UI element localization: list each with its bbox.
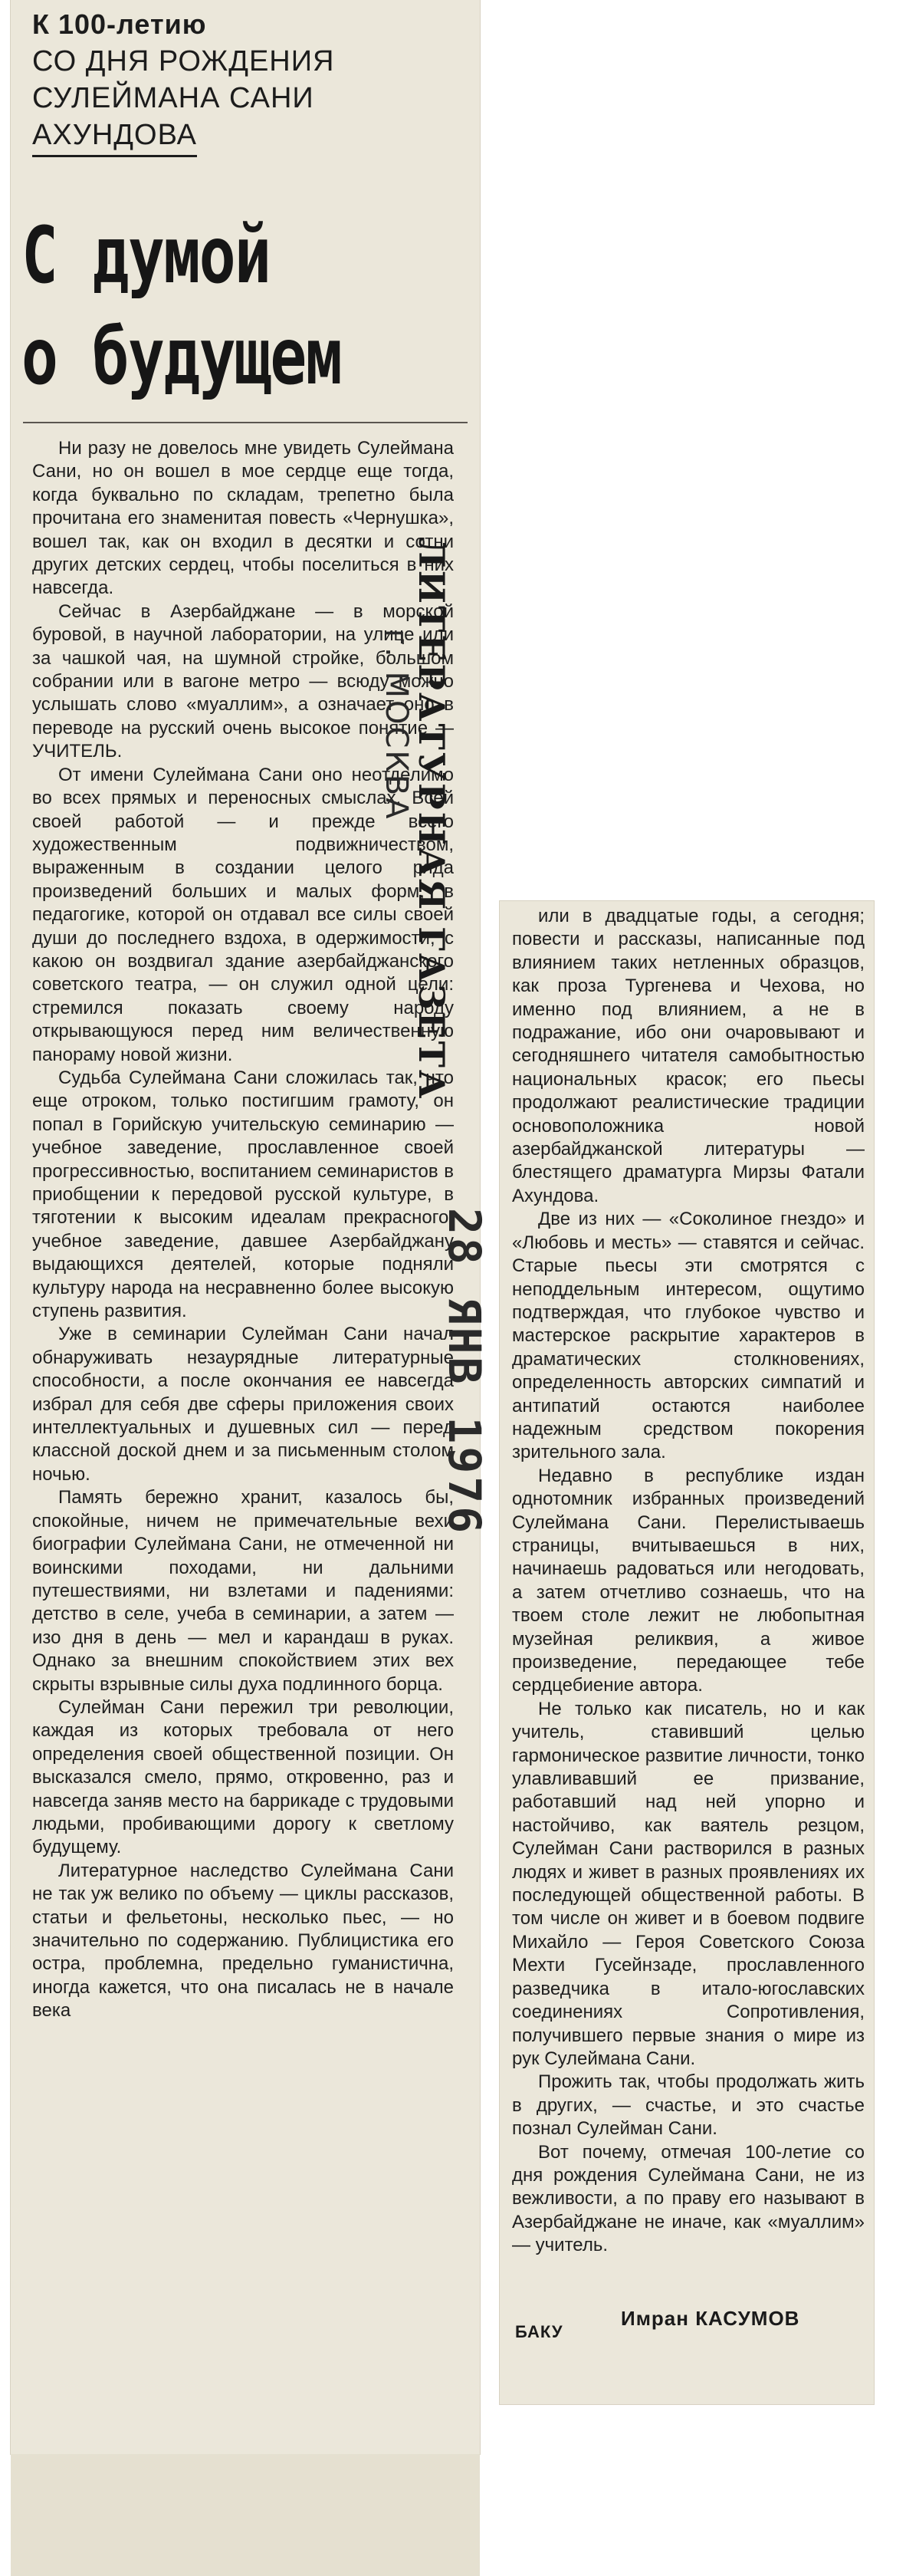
paragraph: Сулейман Сани пережил три революции, каждая из которых требовала от него определения своей общественной позиции. Он высказался смело, прямо, откровенно, раз и навсегда заняв место на баррикаде с трудовыми людьми, пробивающими дорогу к светлому будущему. [32,1696,454,1858]
paragraph: Вот почему, отмечая 100-летие со дня рождения Сулеймана Сани, не из вежливости, а по праву его называют в Азербайджане не иначе, как «муаллим» — учитель. [512,2141,865,2256]
paragraph: Две из них — «Соколиное гнездо» и «Любовь и месть» — ставятся и сейчас. Старые пьесы эти смотрятся с неподдельным интересом, ощутимо подтверждая, что глубокое чувство и мастерское раскрытие характеров в драматических столкновениях, определенность авторских симпатий и антипатий остаются наиболее надежным средством покорения зрительного зала. [512,1209,865,1463]
paragraph: Недавно в республике издан однотомник избранных произведений Сулеймана Сани. Перелистываешь страницы, вчитываешься в них, начинаешь радоваться или негодовать, а затем отчетливо сознаешь, что на твоем столе лежит не любопытная музейная реликвия, а живое произведение, передающее тебе сердцебиение автора. [512,1465,865,1696]
paragraph: Судьба Сулеймана Сани сложилась так, что еще отроком, только постигшим грамоту, он попал в Горийскую учительскую семинарию — учебное заведение, прославленное своей прогрессивностью, воспитанием семинаристов в приобщении к передовой русской культуре, в тяготении к высоким идеалам прекрасного, учебное заведение, давшее Азербайджану выдающихся деятелей, которые подняли культуру народа на несравненно более высокую ступень развития. [32,1067,454,1322]
paragraph: От имени Сулеймана Сани оно неотделимо во всех прямых и переносных смыслах. Всей своей работой — и прежде всего художественным подвижничеством, выраженным в создании целого ряда произведений больших и малых форм, в педагогике, которой он отдавал все силы своей души до последнего вздоха, в одержимости, с какою он воздвигал здание азербайджанского советского театра, — он служил одной цели: стремился показать своему народу открывающуюся перед ним величественную панораму новой жизни. [32,764,454,1065]
headline-line-2: о будущем [21,311,342,403]
clipping-lower-edge [11,2454,480,2576]
author-signature: Имран КАСУМОВ [621,2307,800,2330]
paragraph: или в двадцатые годы, а сегодня; повести и рассказы, написанные под влиянием таких нетленных образцов, как проза Тургенева и Чехова, но именно под влиянием, а не в подражание, ибо они очаровывают и сегодняшнего читателя самобытностью национальных красок; его пьесы продолжают реалистические традиции основоположника новой азербайджанской литературы — блестящего драматурга Мирзы Фатали Ахундова. [512,906,865,1206]
kicker [32,6,354,157]
headline [21,206,356,408]
stamp-city: г. МОСКВА [379,629,414,821]
article-right-column [512,905,865,2258]
paragraph: Уже в семинарии Сулейман Сани начал обнаруживать незаурядные литературные способности, а после окончания ее навсегда избрал для себя две сферы приложения своих интеллектуальных и душевных сил — перед классной доской днем и за письменным столом ночью. [32,1324,454,1485]
kicker-line-3: СУЛЕЙМАНА САНИ [32,82,314,114]
date-stamp: 28 ЯНВ 1976 [438,1208,491,1537]
paragraph: Память бережно хранит, казалось бы, спокойные, ничем не примечательные вехи биографии Сулеймана Сани, не отмеченной ни воинскими походами, ни дальними путешествиями, ни взлетами и падениями: детство в селе, учеба в семинарии, а затем — изо дня в день — мел и карандаш в руках. Однако за внешним спокойствием этих вех скрыты взрывные силы духа подлинного борца. [32,1487,454,1695]
headline-divider [23,422,468,423]
kicker-line-1: К 100-летию [32,8,207,40]
paragraph: Прожить так, чтобы продолжать жить в других, — счастье, и это счастье познал Сулейман Сани. [512,2071,865,2140]
headline-line-1: С думой [21,210,271,301]
paragraph: Сейчас в Азербайджане — в морской буровой, в научной лаборатории, на улице или за чашкой чая, на шумной стройке, большом собрании или в вагоне метро — всюду можно услышать слово «муаллим», а означает оно в переводе на русский очень высокое понятие — УЧИТЕЛЬ. [32,600,454,762]
kicker-line-4: АХУНДОВА [32,117,197,157]
kicker-line-2: СО ДНЯ РОЖДЕНИЯ [32,45,335,77]
newspaper-masthead: ЛИТЕРАТУРНАЯ ГАЗЕТА [411,537,452,1101]
paragraph: Ни разу не довелось мне увидеть Сулеймана Сани, но он вошел в мое сердце еще тогда, когда буквально по складам, трепетно была прочитана его знаменитая повесть «Чернушка», вошел так, как он входил в десятки и сотни других детских сердец, чтобы поселиться в них навсегда. [32,438,454,599]
dateline-city: БАКУ [515,2322,563,2341]
paragraph: Не только как писатель, но и как учитель, ставивший целью гармоническое развитие личности, тонко улавливавший ее призвание, работавший над ней упорно и настойчиво, как ваятель резцом, Сулейман Сани растворился в разных людях и живет в разных проявлениях их последующей общественной работы. В том числе он живет и в боевом подвиге Михайло — Героя Советского Союза Мехти Гусейнзаде, прославленного разведчика в итало-югославских соединениях Сопротивления, получившего первые знания о мире из рук Сулеймана Сани. [512,1698,865,2069]
paragraph: Литературное наследство Сулеймана Сани не так уж велико по объему — циклы рассказов, статьи и фельетоны, несколько пьес, — но значительно по содержанию. Публицистика его остра, проблемна, предельно гуманистична, иногда кажется, что она писалась не в начале века [32,1860,454,2022]
